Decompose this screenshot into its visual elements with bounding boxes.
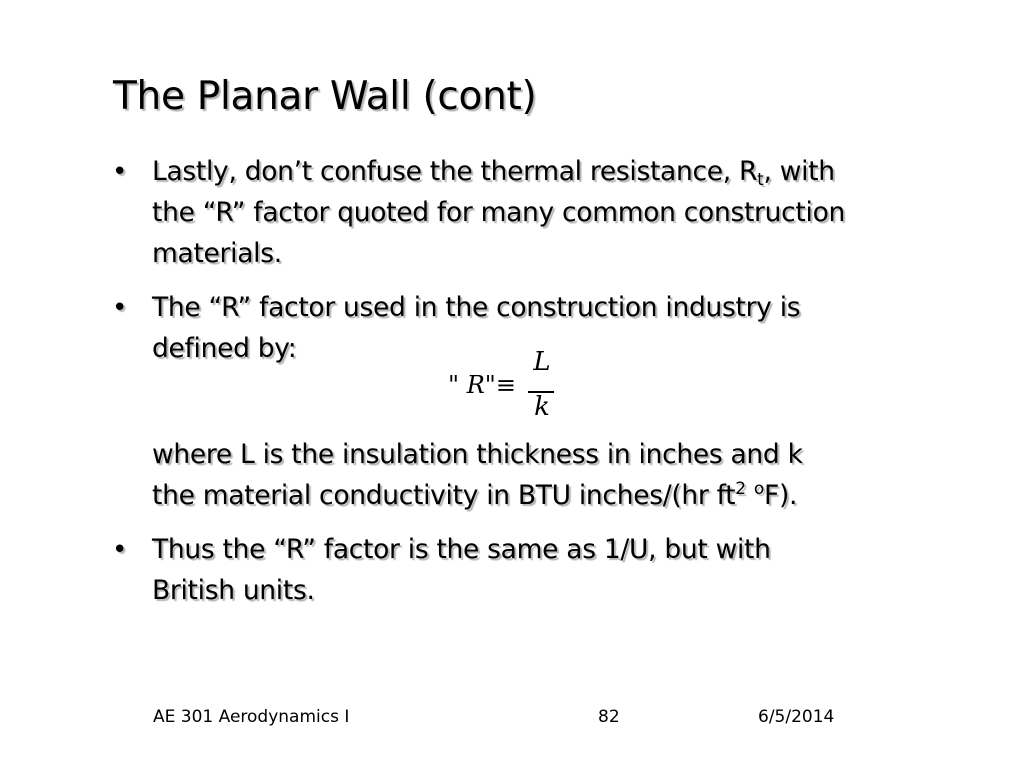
variable-r: R [466,371,485,399]
bullet-marker: • [112,293,128,323]
footer-course: AE 301 Aerodynamics I [153,707,350,727]
equation-denominator: k [534,392,550,422]
footer-date: 6/5/2014 [758,707,835,727]
r-factor-equation [448,347,558,426]
slide-title: The Planar Wall (cont) [113,74,537,119]
bullet-2-cont-line-2 [152,476,797,516]
bullet-1-line-2: the “R” factor quoted for many common construction [152,197,845,228]
bullet-3-line-1: Thus the “R” factor is the same as 1/U, but with [152,534,771,565]
equation-numerator: L [533,347,551,377]
equivalence-operator: ≡ [495,371,516,399]
quote-mark: " [448,371,460,399]
bullet-marker: • [112,157,128,187]
bullet-2-line-1: The “R” factor used in the construction industry is [152,292,801,323]
text-segment: F). [764,480,798,511]
bullet-2-cont-line-1: where L is the insulation thickness in inches and k [152,439,803,470]
footer-page-number: 82 [598,707,620,727]
quote-mark: " [484,371,496,399]
text-segment: Lastly, don’t confuse the thermal resistance, R [152,156,758,187]
bullet-2-line-2: defined by: [152,333,297,364]
bullet-1-line-1 [152,152,835,192]
text-segment: , with [763,156,835,187]
equation-lhs [448,371,516,399]
bullet-1-line-3: materials. [152,238,282,269]
superscript: 2 [735,479,746,499]
text-segment: the material conductivity in BTU inches/(hr ft [152,480,736,511]
superscript: o [753,479,765,499]
text-segment [746,480,754,511]
bullet-3-line-2: British units. [152,575,315,606]
subscript: t [757,170,764,190]
bullet-marker: • [112,535,128,565]
